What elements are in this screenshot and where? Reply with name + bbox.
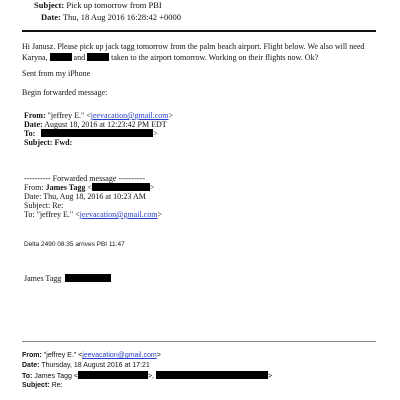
redaction-box [156, 371, 268, 379]
reply-to-line: To: James Tagg < >, > [22, 373, 273, 380]
fwd2-to-line: To: "jeffrey E." <jeevacation@gmail.com> [24, 210, 162, 219]
flight-info: Delta 2490 08:35 arrives PBI 11:47 [24, 241, 125, 248]
fwd1-to-line: To: > [24, 129, 158, 138]
sent-from-line: Sent from my iPhone [22, 69, 91, 78]
redaction-box [78, 371, 148, 379]
fwd1-subject-line: Subject: Fwd: [24, 138, 73, 147]
fwd2-date-line: Date: Thu, Aug 18, 2016 at 10:23 AM [24, 192, 146, 201]
reply-from-line: From: "jeffrey E." <jeevacation@gmail.com> [22, 352, 161, 359]
header-date: Thu, 18 Aug 2016 16:28:42 +0000 [62, 12, 181, 22]
reply-subject-line: Subject: Re: [22, 382, 63, 389]
fwd2-from-line: From: James Tagg < > [24, 183, 155, 192]
redaction-box [41, 129, 153, 137]
fwd2-subject-line: Subject: Re: [24, 201, 64, 210]
message-body: Hi Janusz. Please pick up jack tagg tomorrow from the palm beach airport. Flight below. We also will need Karyna, and taken to the airport tomorrow. Working on their flights now. Ok? [22, 42, 365, 62]
header-subject-line: Subject: Pick up tomorrow from PBI [34, 0, 162, 10]
reply-date-line: Date: Thursday, 18 August 2016 at 17:21 [22, 362, 150, 369]
redaction-box [50, 53, 72, 61]
email-link[interactable]: jeevacation@gmail.com [90, 111, 169, 120]
forwarded-divider: ---------- Forwarded message ---------- [24, 174, 146, 183]
header-subject: Pick up tomorrow from PBI [66, 0, 162, 10]
redaction-box [92, 183, 150, 191]
fwd1-from-line: From: "jeffrey E." <jeevacation@gmail.com> [24, 111, 174, 120]
redaction-box [87, 53, 109, 61]
signature-line: James Tagg [24, 274, 111, 284]
email-link[interactable]: jeevacation@gmail.com [82, 352, 157, 359]
email-link[interactable]: jeevacation@gmail.com [79, 210, 158, 219]
redaction-box [65, 274, 111, 282]
header-date-line: Date: Thu, 18 Aug 2016 16:28:42 +0000 [41, 12, 181, 22]
reply-rule [22, 341, 376, 342]
begin-forwarded-line: Begin forwarded message: [22, 88, 108, 97]
fwd1-date-line: Date: August 18, 2016 at 12:23:42 PM EDT [24, 120, 167, 129]
header-rule [22, 30, 376, 32]
